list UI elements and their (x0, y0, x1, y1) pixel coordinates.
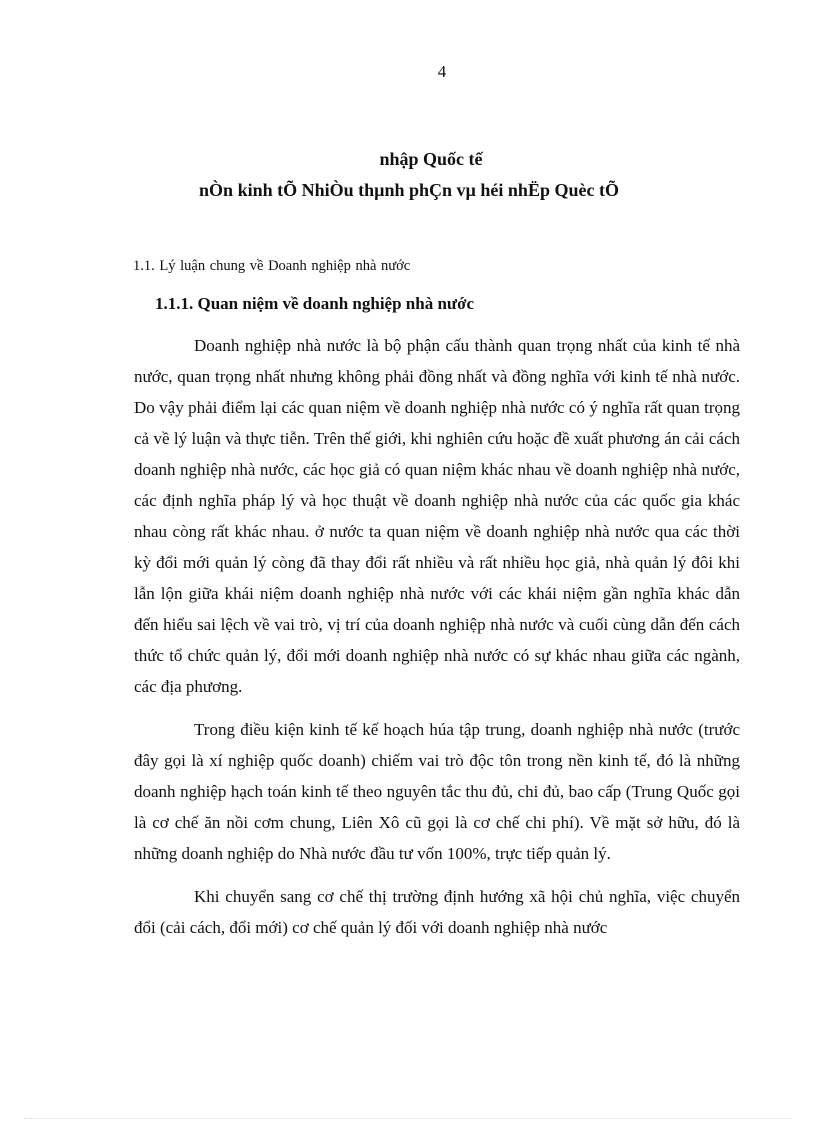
chapter-title (0, 144, 808, 206)
paragraph-3: Khi chuyển sang cơ chế thị trường định hướng xã hội chủ nghĩa, việc chuyển đổi (cải cách, đổi mới) cơ chế quản lý đối với doanh nghiệp nhà nước (134, 887, 740, 937)
body-text (134, 330, 740, 955)
paragraph-2: Trong điều kiện kinh tế kế hoạch húa tập trung, doanh nghiệp nhà nước (trước đây gọi là xí nghiệp quốc doanh) chiếm vai trò độc tôn trong nền kinh tế, đó là những doanh nghiệp hạch toán kinh tế theo nguyên tắc thu đủ, chi đủ, bao cấp (Trung Quốc gọi là cơ chế ăn nồi cơm chung, Liên Xô cũ gọi là cơ chế chi phí). Về mặt sở hữu, đó là những doanh nghiệp do Nhà nước đầu tư vốn 100%, trực tiếp quản lý. (134, 720, 740, 863)
chapter-title-line-2: nÒn kinh tÕ NhiÒu thµnh phÇn vµ héi nhËp Quèc tÕ (199, 180, 619, 200)
page-bottom-rule (24, 1118, 792, 1119)
paragraph-1: Doanh nghiệp nhà nước là bộ phận cấu thành quan trọng nhất của kinh tế nhà nước, quan trọng nhất nhưng không phải đồng nhất và đồng nghĩa với kinh tế nhà nước. Do vậy phải điểm lại các quan niệm về doanh nghiệp nhà nước có ý nghĩa rất quan trọng cả về lý luận và thực tiễn. Trên thế giới, khi nghiên cứu hoặc đề xuất phương án cải cách doanh nghiệp nhà nước, các học giả có quan niệm khác nhau về doanh nghiệp nhà nước, các định nghĩa pháp lý và học thuật về doanh nghiệp nhà nước của các quốc gia khác nhau còng rất khác nhau. ở nước ta quan niệm về doanh nghiệp nhà nước qua các thời kỳ đổi mới quản lý còng đã thay đổi rất nhiều và rất nhiều học giả, nhà quản lý đôi khi lẫn lộn giữa khái niệm doanh nghiệp nhà nước với các khái niệm gần nghĩa khác dẫn đến hiểu sai lệch về vai trò, vị trí của doanh nghiệp nhà nước và cuối cùng dẫn đến cách thức tổ chức quản lý, đổi mới doanh nghiệp nhà nước có sự khác nhau giữa các ngành, các địa phương. (134, 336, 740, 696)
section-heading: 1.1. Lý luận chung về Doanh nghiệp nhà nước (133, 258, 411, 274)
chapter-title-line-1: nhập Quốc tế (379, 149, 483, 169)
subsection-heading: 1.1.1. Quan niệm về doanh nghiệp nhà nước (155, 294, 475, 313)
page-number: 4 (437, 62, 447, 81)
